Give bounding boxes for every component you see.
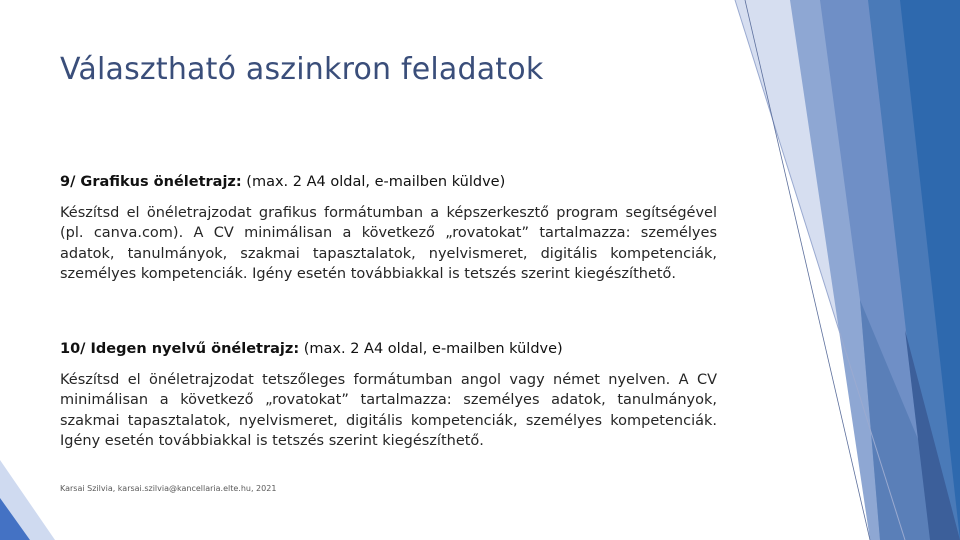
slide-footer: Karsai Szilvia, karsai.szilvia@kancellaria.elte.hu, 2021 xyxy=(60,484,277,493)
task-10-heading xyxy=(60,341,563,357)
task-10-heading-bold: 10/ Idegen nyelvű önéletrajz: xyxy=(60,341,300,357)
task-10-heading-details: (max. 2 A4 oldal, e-mailben küldve) xyxy=(299,341,563,357)
task-10-description: Készítsd el önéletrajzodat tetszőleges formátumban angol vagy német nyelven. A CV minimálisan a következő „rovatokat” tartalmazza: személyes adatok, tanulmányok, szakmai tapasztalatok, nyelvismeret, digitális kompetenciák, személyes kompetenciák. Igény esetén továbbiakkal is tetszés szerint kiegészíthető. xyxy=(60,372,717,450)
slide-title: Választható aszinkron feladatok xyxy=(60,52,544,87)
task-9-heading-bold: 9/ Grafikus önéletrajz: xyxy=(60,174,242,190)
task-9-heading xyxy=(60,174,505,190)
task-9-heading-details: (max. 2 A4 oldal, e-mailben küldve) xyxy=(241,174,506,190)
task-9-description: Készítsd el önéletrajzodat grafikus formátumban a képszerkesztő program segítségével (pl. canva.com). A CV minimálisan a következő „rovatokat” tartalmazza: személyes adatok, tanulmányok, szakmai tapasztalatok, nyelvismeret, digitális kompetenciák, személyes kompetenciák. Igény esetén továbbiakkal is tetszés szerint kiegészíthető. xyxy=(60,205,717,283)
